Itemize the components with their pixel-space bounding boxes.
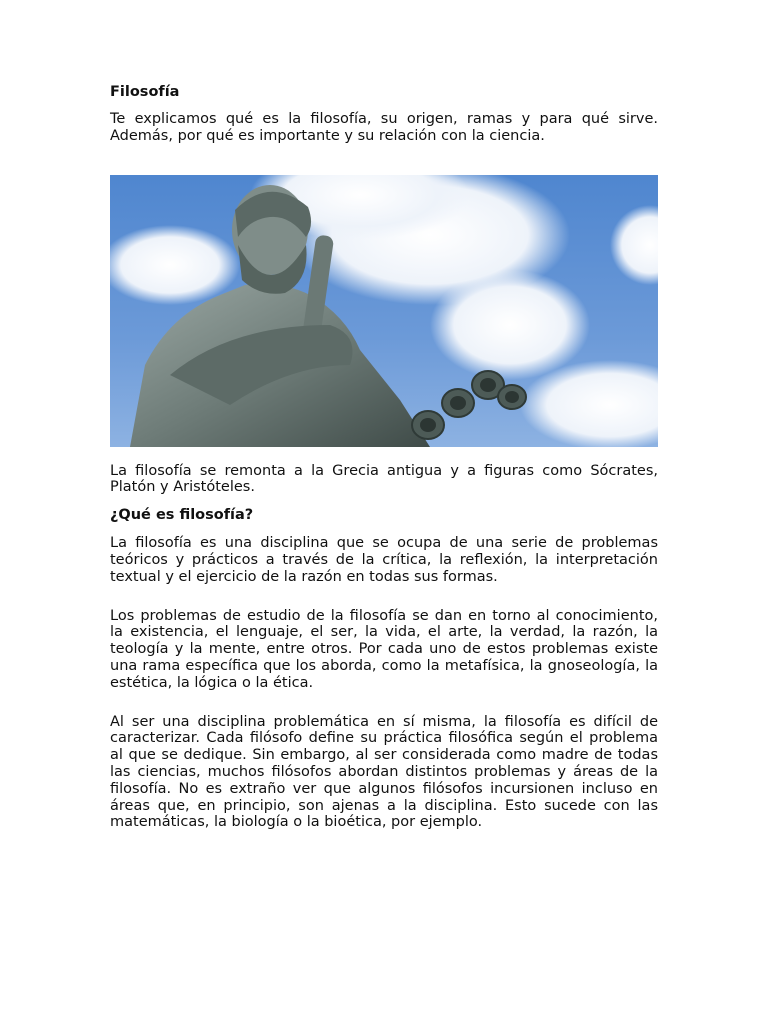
page-title: Filosofía (110, 84, 180, 100)
body-paragraph: Los problemas de estudio de la filosofía se dan en torno al conocimiento, la existencia, el lenguaje, el ser, la vida, el arte, la verdad, la razón, la teología y la mente, entre otros. Por cada uno de estos problemas existe una rama específica que los aborda, como la metafísica, la gnoseología, la estética, la lógica o la ética. (110, 607, 658, 691)
statue-photo (110, 175, 658, 447)
image-caption: La filosofía se remonta a la Grecia antigua y a figuras como Sócrates, Platón y Aristóteles. (110, 462, 658, 496)
section-heading: ¿Qué es filosofía? (110, 507, 254, 524)
intro-paragraph: Te explicamos qué es la filosofía, su origen, ramas y para qué sirve. Además, por qué es importante y su relación con la ciencia. (110, 111, 658, 144)
body-paragraph: Al ser una disciplina problemática en sí misma, la filosofía es difícil de caracterizar. Cada filósofo define su práctica filosófica según el problema al que se dedique. Sin embargo, al ser considerada como madre de todas las ciencias, muchos filósofos abordan distintos problemas y áreas de la filosofía. No es extraño ver que algunos filósofos incursionen incluso en áreas que, en principio, son ajenas a la disciplina. Esto sucede con las matemáticas, la biología o la bioética, por ejemplo. (110, 713, 658, 831)
document-page (110, 84, 658, 831)
body-paragraph: La filosofía es una disciplina que se ocupa de una serie de problemas teóricos y prácticos a través de la crítica, la reflexión, la interpretación textual y el ejercicio de la razón en todas sus formas. (110, 535, 658, 585)
